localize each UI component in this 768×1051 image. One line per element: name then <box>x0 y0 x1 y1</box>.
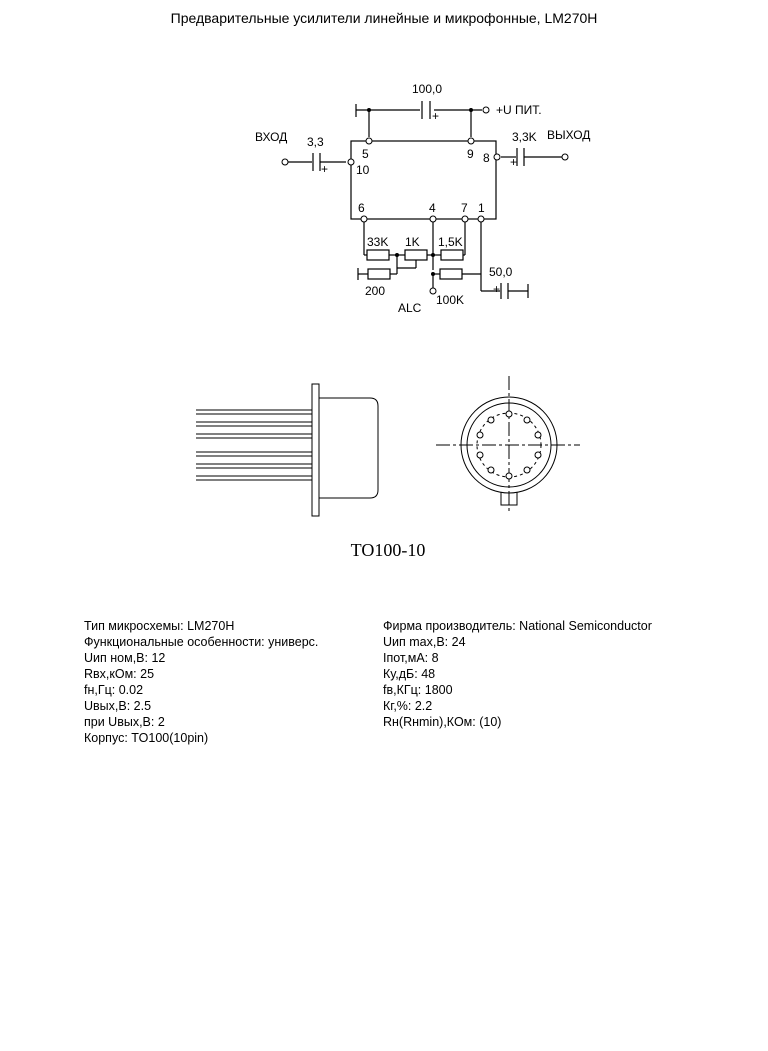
package-label: ТО100-10 <box>350 540 426 560</box>
param-row: Iпот,мА: 8 <box>383 651 439 665</box>
output-label: ВЫХОД <box>547 128 591 142</box>
cap-alc-label: 50,0 <box>489 265 513 279</box>
res-200-label: 200 <box>365 284 386 298</box>
pin-5: 5 <box>362 147 369 161</box>
parameters-left <box>84 618 318 746</box>
input-label: ВХОД <box>255 130 288 144</box>
param-row: Uип ном,В: 12 <box>84 651 166 665</box>
alc-label: ALC <box>398 301 422 315</box>
pin-1: 1 <box>478 201 485 215</box>
res-33k-label: 33K <box>367 235 389 249</box>
page-title: Предварительные усилители линейные и микрофонные, LM270H <box>170 10 598 26</box>
param-row: при Uвых,В: 2 <box>84 715 165 729</box>
res-100k-label: 100K <box>436 293 465 307</box>
cap-alc-plus: + <box>493 282 501 296</box>
param-row: Uвых,В: 2.5 <box>84 699 152 713</box>
param-row: Функциональные особенности: универс. <box>84 635 319 649</box>
param-row: Корпус: TO100(10pin) <box>84 731 209 745</box>
res-1-5k-label: 1,5K <box>438 235 463 249</box>
cap-supply-plus: + <box>432 109 440 123</box>
pin-4: 4 <box>429 201 436 215</box>
cap-in-plus: + <box>321 162 329 176</box>
param-row: Фирма производитель: National Semiconductor <box>383 619 652 633</box>
cap-out-plus: + <box>510 155 518 169</box>
param-row: Тип микросхемы: LM270H <box>84 619 235 633</box>
package-top-view <box>436 376 580 512</box>
pin-6: 6 <box>358 201 365 215</box>
res-1k-label: 1K <box>405 235 420 249</box>
supply-label: +U ПИТ. <box>496 103 542 117</box>
param-row: fн,Гц: 0.02 <box>84 683 144 697</box>
param-row: fв,КГц: 1800 <box>383 683 453 697</box>
param-row: Uип max,В: 24 <box>383 635 466 649</box>
param-row: Rн(Rнmin),КОм: (10) <box>383 715 502 729</box>
pin-7: 7 <box>461 201 468 215</box>
param-row: Кг,%: 2.2 <box>383 699 433 713</box>
param-row: Rвх,кОм: 25 <box>84 667 155 681</box>
cap-out-label: 3,3K <box>512 130 537 144</box>
param-row: Ку,дБ: 48 <box>383 667 436 681</box>
cap-supply-label: 100,0 <box>412 82 443 96</box>
pin-8: 8 <box>483 151 490 165</box>
parameters-right <box>383 618 652 730</box>
cap-in-label: 3,3 <box>307 135 324 149</box>
pin-9: 9 <box>467 147 474 161</box>
package-side-view <box>196 384 378 516</box>
pin-10: 10 <box>356 163 370 177</box>
